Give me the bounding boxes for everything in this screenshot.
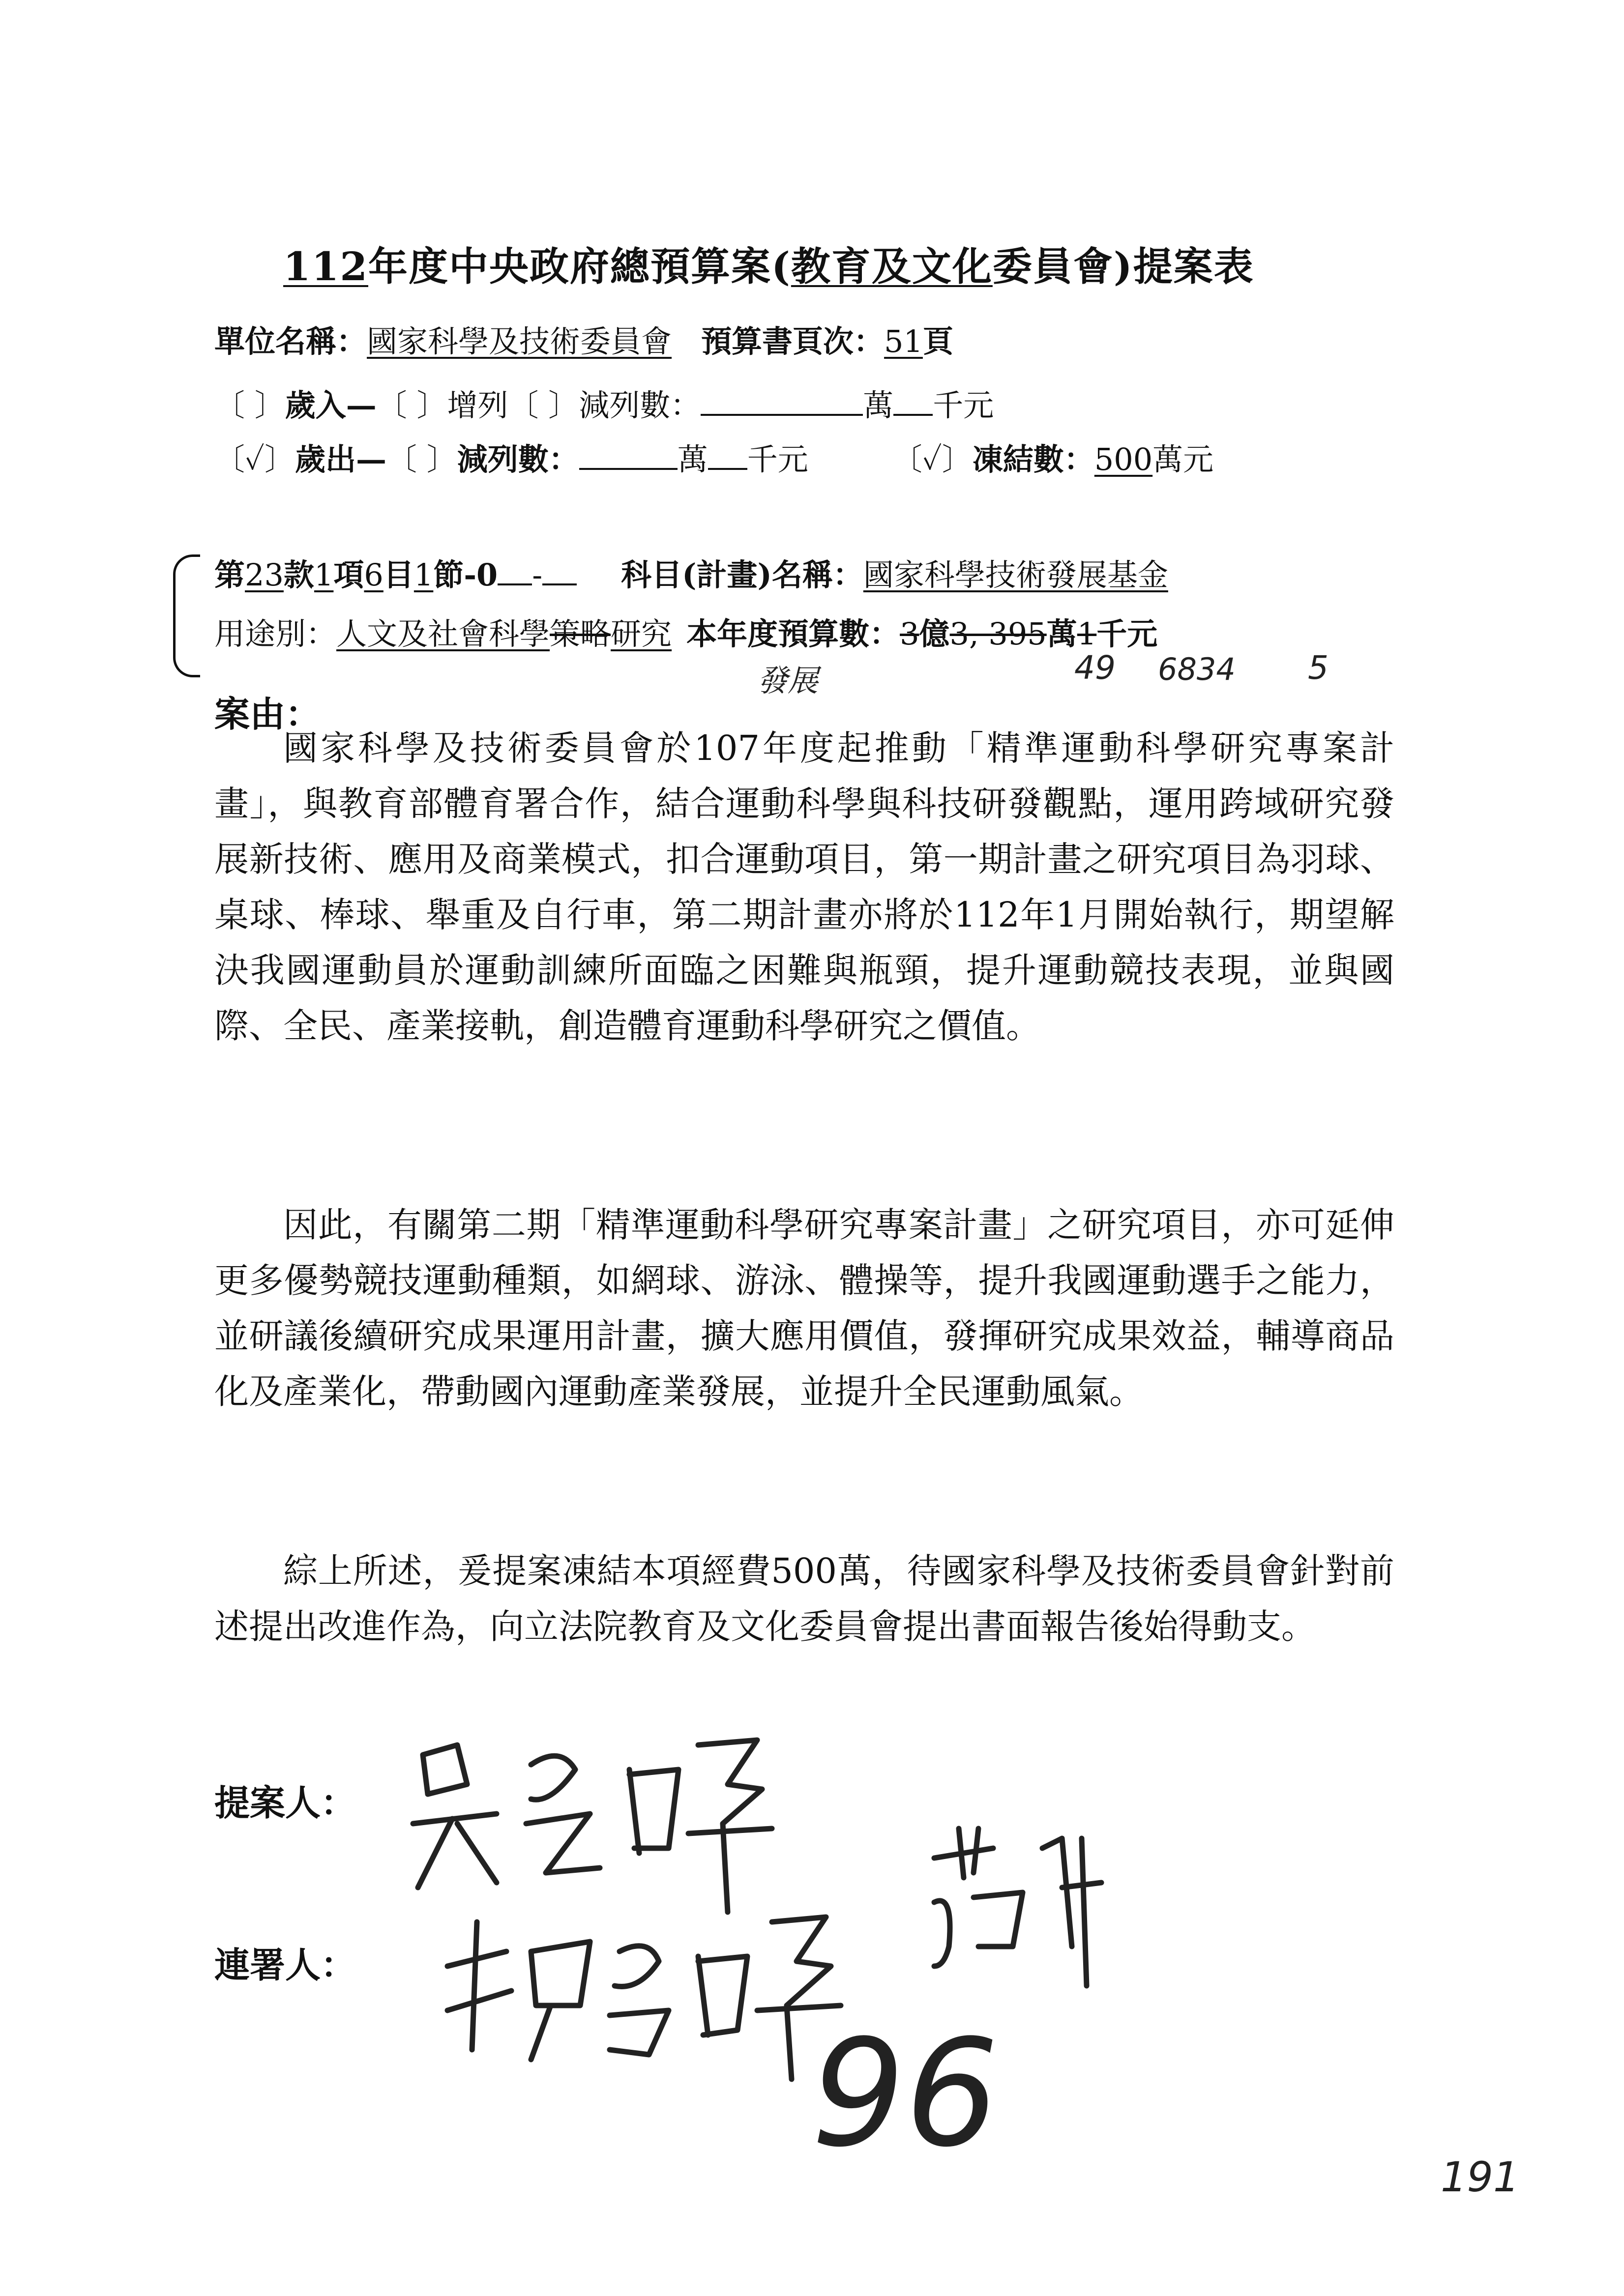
page-number: 191 xyxy=(1441,2153,1520,2201)
handwritten-yi: 49 xyxy=(1074,649,1116,687)
freeze-value: 500 xyxy=(1094,441,1153,477)
proposer-label: 提案人： xyxy=(214,1782,356,1824)
paragraph-2: 因此，有關第二期「精準運動科學研究專案計畫」之研究項目，亦可延伸更多優勢競技運動種類，如網球、游泳、體操等，提升我國運動選手之能力，並研議後續研究成果運用計畫，擴大應用價值，發揮研究成果效益，輔導商品化及產業化，帶動國內運動產業發展，並提升全民運動風氣。 xyxy=(214,1205,1394,1412)
title-year: 112 xyxy=(283,243,368,290)
paragraph-3: 綜上所述，爰提案凍結本項經費500萬，待國家科學及技術委員會針對前述提出改進作為，向立法院教育及文化委員會提出書面報告後始得動支。 xyxy=(214,1551,1394,1647)
item-line: 第23款1項6目1節-0 - 科目(計畫)名稱：國家科學技術發展基金 xyxy=(214,557,1168,593)
budget-page: 51 xyxy=(884,323,923,359)
unit-name: 國家科學及技術委員會 xyxy=(367,323,672,359)
handwritten-wan: 6834 xyxy=(1158,651,1236,687)
paragraph-1: 國家科學及技術委員會於107年度起推動「精準運動科學研究專案計畫」，與教育部體育署合作，結合運動科學與科技研發觀點，運用跨域研究發展新技術、應用及商業模式，扣合運動項目，第一期計畫之研究項目為羽球、桌球、棒球、舉重及自行車，第二期計畫亦將於112年1月開始執行，期望解決我國運動員於運動訓練所面臨之困難與瓶頸，提升運動競技表現，並與國際、全民、產業接軌，創造體育運動科學研究之價值。 xyxy=(214,728,1394,1046)
subject-name: 國家科學技術發展基金 xyxy=(863,557,1168,593)
handwritten-qian: 5 xyxy=(1308,649,1329,687)
title-committee: 教育及文化 xyxy=(791,243,993,290)
expense-checkbox: 〔✓〕 xyxy=(214,441,295,477)
struck-strategy: 策略 xyxy=(550,616,611,652)
handwritten-count: 96 xyxy=(811,2008,999,2180)
freeze-checkbox: 〔✓〕 xyxy=(891,441,973,477)
cosigner-label: 連署人： xyxy=(214,1944,356,1986)
cosigner-signature-2 xyxy=(915,1819,1121,2005)
expense-line: 〔✓〕歲出—〔 〕減列數： 萬 千元 〔✓〕凍結數：500萬元 xyxy=(214,441,1214,477)
income-checkbox: 〔 〕 xyxy=(214,387,285,423)
item-bracket xyxy=(173,554,200,677)
income-qian-blank xyxy=(893,388,933,416)
handwritten-insert: 發展 xyxy=(757,663,819,698)
reason-label: 案由： xyxy=(214,693,321,735)
document-title: 112年度中央政府總預算案(教育及文化委員會)提案表 xyxy=(283,243,1254,290)
cosigner-signature-1 xyxy=(433,1892,875,2089)
income-line: 〔 〕歲入—〔 〕增列〔 〕減列數： 萬 千元 xyxy=(214,387,994,423)
unit-line: 單位名稱：國家科學及技術委員會 預算書頁次：51頁 xyxy=(214,323,953,359)
use-line: 用途別：人文及社會科學策略研究 本年度預算數：3億3, 395萬1千元 xyxy=(214,616,1158,652)
income-wan-blank xyxy=(701,388,863,416)
